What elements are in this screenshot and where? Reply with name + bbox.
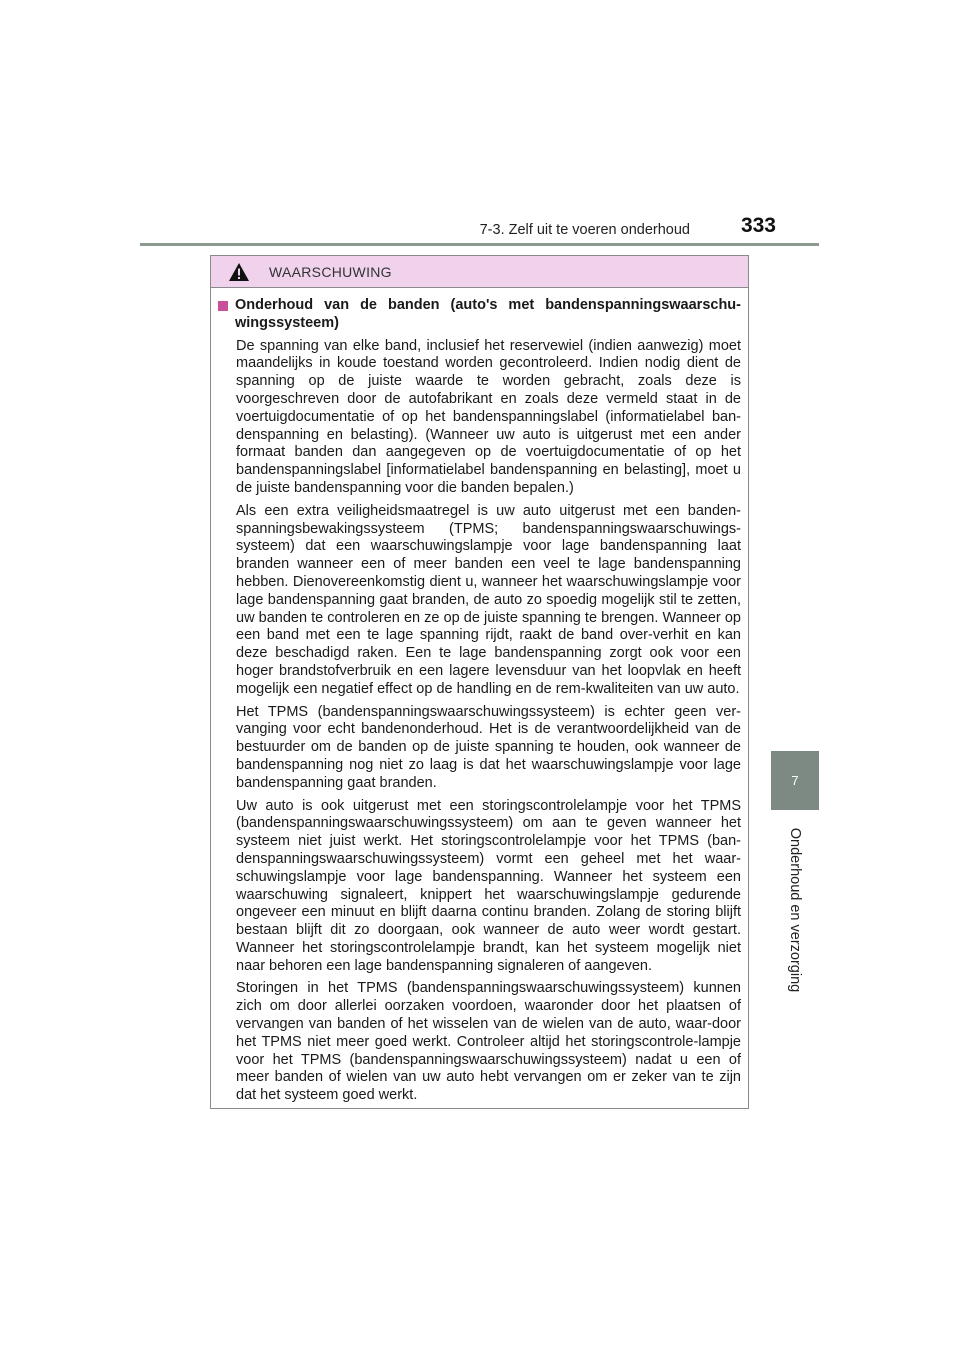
bullet-square-icon [218, 301, 228, 311]
chapter-tab: 7 [771, 751, 819, 810]
warning-heading [218, 297, 741, 333]
warning-box [210, 255, 749, 1109]
page-number: 333 [740, 214, 776, 237]
warning-body [211, 288, 748, 1105]
paragraph-malfunction-causes: Storingen in het TPMS (bandenspanningswaarschuwingssysteem) kunnen zich om door allerlei oorzaken voordoen, waaronder door het plaatsen of vervangen van banden of het wisselen van de wielen van de auto, waar-door het TPMS niet meer goed werkt. Controleer altijd het storingscontrole-lampje voor het TPMS (bandenspanningswaarschuwingssysteem) nadat u een of meer banden of wielen van uw auto hebt vervangen om er zeker van te zijn dat het systeem goed werkt. [236, 980, 741, 1104]
chapter-title: Onderhoud en verzorging [787, 827, 803, 993]
paragraph-tpms-no-substitute: Het TPMS (bandenspanningswaarschuwingssysteem) is echter geen ver-vanging voor echt bandenonderhoud. Het is de verantwoordelijkheid van de bestuurder om de banden op de juiste spanning te houden, ook wanneer de bandenspanning nog niet zo laag is dat het waarschuwingslampje voor lage bandenspanning gaat branden. [236, 703, 741, 791]
paragraph-tpms-safety: Als een extra veiligheidsmaatregel is uw auto uitgerust met een banden-spanningsbewakingssysteem (TPMS; bandenspanningswaarschuwings-systeem) dat een waarschuwingslampje voor lage bandenspanning laat branden wanneer een of meer banden een veel te lage bandenspanning hebben. Dienovereenkomstig dient u, wanneer het waarschuwingslampje voor lage bandenspanning gaat branden, de auto zo spoedig mogelijk stil te zetten, uw banden te controleren en ze op de juiste spanning te brengen. Wanneer op een band met een te lage spanning rijdt, raakt de band over-verhit en kan deze beschadigd raken. Een te lage bandenspanning zorgt ook voor een hoger brandstofverbruik en een lagere levensduur van het loopvlak en heeft mogelijk een negatief effect op de handling en de rem-kwaliteiten van uw auto. [236, 502, 741, 697]
warning-header [211, 256, 748, 288]
paragraph-tire-pressure-check: De spanning van elke band, inclusief het reservewiel (indien aanwezig) moet maandelijks in koude toestand worden gecontroleerd. Indien nodig dient de spanning op de juiste waarde te worden gebracht, zoals deze is voorgeschreven door de autofabrikant en zoals deze vermeld staat in de voertuigdocumentatie of op het bandenspanningslabel (informatielabel ban-denspanning en belasting). (Wanneer uw auto is uitgerust met een ander formaat banden dan aangegeven op de voertuigdocumentatie of op het bandenspanningslabel [informatielabel bandenspanning en belasting], moet u de juiste bandenspanning voor die banden bepalen.) [236, 337, 741, 496]
heading-text: Onderhoud van de banden (auto's met bandenspanningswaarschu-wingssysteem) [235, 297, 741, 331]
paragraph-malfunction-lamp: Uw auto is ook uitgerust met een storingscontrolelampje voor het TPMS (bandenspanningswaarschuwingssysteem) om aan te geven wanneer het systeem niet juist werkt. Het storingscontrolelampje voor het TPMS (ban-denspanningswaarschuwingssysteem) vormt een geheel met het waar-schuwingslampje voor lage bandenspanning. Wanneer het systeem een waarschuwing signaleert, knippert het waarschuwingslampje gedurende ongeveer een minuut en blijft daarna continu branden. Zolang de storing blijft bestaan blijft dit zo doorgaan, ook wanneer de auto weer wordt gestart. Wanneer het storingscontrolelampje brandt, kan het systeem mogelijk niet naar behoren een lage bandenspanning signaleren of aangeven. [236, 797, 741, 974]
section-title: 7-3. Zelf uit te voeren onderhoud [479, 222, 690, 238]
warning-title: WAARSCHUWING [269, 263, 392, 280]
warning-triangle-icon [228, 262, 250, 282]
header-rule [140, 243, 819, 246]
